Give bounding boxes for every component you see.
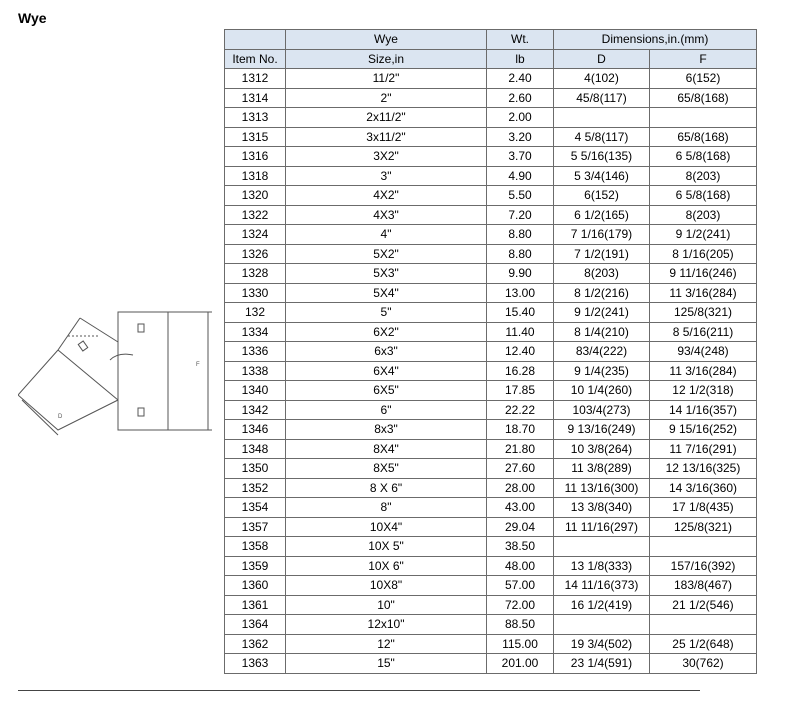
dim-d-cell: 8 1/4(210) bbox=[554, 322, 650, 342]
dim-f-cell: 30(762) bbox=[650, 654, 757, 674]
size-cell: 3x11/2" bbox=[286, 127, 487, 147]
size-cell: 10" bbox=[286, 595, 487, 615]
dim-f-cell bbox=[650, 537, 757, 557]
table-row bbox=[225, 517, 757, 537]
dim-f-cell: 93/4(248) bbox=[650, 342, 757, 362]
item-no-cell: 1314 bbox=[225, 88, 286, 108]
item-no-cell: 1357 bbox=[225, 517, 286, 537]
weight-cell: 57.00 bbox=[487, 576, 554, 596]
weight-cell: 72.00 bbox=[487, 595, 554, 615]
item-no-cell: 1359 bbox=[225, 556, 286, 576]
dim-f-cell: 11 3/16(284) bbox=[650, 361, 757, 381]
table-row bbox=[225, 283, 757, 303]
table-row bbox=[225, 264, 757, 284]
table-row bbox=[225, 478, 757, 498]
table-row bbox=[225, 498, 757, 518]
dim-d-cell: 83/4(222) bbox=[554, 342, 650, 362]
weight-cell: 16.28 bbox=[487, 361, 554, 381]
dim-d-cell: 9 1/2(241) bbox=[554, 303, 650, 323]
table-row bbox=[225, 322, 757, 342]
size-cell: 2" bbox=[286, 88, 487, 108]
table-header-row-bottom bbox=[225, 49, 757, 69]
weight-cell: 29.04 bbox=[487, 517, 554, 537]
header-lb: lb bbox=[487, 49, 554, 69]
header-d: D bbox=[554, 49, 650, 69]
weight-cell: 7.20 bbox=[487, 205, 554, 225]
item-no-cell: 1315 bbox=[225, 127, 286, 147]
size-cell: 4X3" bbox=[286, 205, 487, 225]
dim-f-cell: 12 13/16(325) bbox=[650, 459, 757, 479]
dim-d-cell: 13 1/8(333) bbox=[554, 556, 650, 576]
dimension-d-line bbox=[22, 400, 58, 435]
hub-band-top bbox=[138, 324, 144, 332]
table-row bbox=[225, 69, 757, 89]
item-no-cell: 1316 bbox=[225, 147, 286, 167]
dim-f-cell bbox=[650, 615, 757, 635]
dim-f-cell: 183/8(467) bbox=[650, 576, 757, 596]
item-no-cell: 1358 bbox=[225, 537, 286, 557]
weight-cell: 2.00 bbox=[487, 108, 554, 128]
item-no-cell: 1354 bbox=[225, 498, 286, 518]
dim-f-cell: 6 5/8(168) bbox=[650, 147, 757, 167]
dim-f-cell: 65/8(168) bbox=[650, 88, 757, 108]
size-cell: 15" bbox=[286, 654, 487, 674]
table-header-row-top bbox=[225, 30, 757, 50]
size-cell: 6X2" bbox=[286, 322, 487, 342]
table-row bbox=[225, 303, 757, 323]
wye-branch-edges bbox=[58, 318, 118, 400]
weight-cell: 8.80 bbox=[487, 225, 554, 245]
item-no-cell: 1328 bbox=[225, 264, 286, 284]
item-no-cell: 1322 bbox=[225, 205, 286, 225]
weight-cell: 3.70 bbox=[487, 147, 554, 167]
dim-f-cell: 11 7/16(291) bbox=[650, 439, 757, 459]
weight-cell: 13.00 bbox=[487, 283, 554, 303]
table-row bbox=[225, 400, 757, 420]
table-row bbox=[225, 166, 757, 186]
dim-d-cell: 11 3/8(289) bbox=[554, 459, 650, 479]
dim-f-cell: 21 1/2(546) bbox=[650, 595, 757, 615]
item-no-cell: 1363 bbox=[225, 654, 286, 674]
table-row bbox=[225, 361, 757, 381]
table-row bbox=[225, 420, 757, 440]
dim-f-cell: 65/8(168) bbox=[650, 127, 757, 147]
size-cell: 5X3" bbox=[286, 264, 487, 284]
size-cell: 10X4" bbox=[286, 517, 487, 537]
weight-cell: 2.40 bbox=[487, 69, 554, 89]
table-row bbox=[225, 127, 757, 147]
table-row bbox=[225, 615, 757, 635]
dim-f-cell: 125/8(321) bbox=[650, 517, 757, 537]
size-cell: 11/2" bbox=[286, 69, 487, 89]
hub-band-bottom bbox=[138, 408, 144, 416]
dim-f-cell: 17 1/8(435) bbox=[650, 498, 757, 518]
table-row bbox=[225, 225, 757, 245]
header-wt: Wt. bbox=[487, 30, 554, 50]
weight-cell: 22.22 bbox=[487, 400, 554, 420]
table-row bbox=[225, 88, 757, 108]
table-row bbox=[225, 108, 757, 128]
dim-d-cell: 5 3/4(146) bbox=[554, 166, 650, 186]
header-item-no: Item No. bbox=[225, 49, 286, 69]
size-cell: 6" bbox=[286, 400, 487, 420]
branch-band bbox=[78, 341, 88, 351]
item-no-cell: 1312 bbox=[225, 69, 286, 89]
table-row bbox=[225, 459, 757, 479]
item-no-cell: 1320 bbox=[225, 186, 286, 206]
dim-d-cell: 14 11/16(373) bbox=[554, 576, 650, 596]
table-row bbox=[225, 556, 757, 576]
dim-d-cell: 19 3/4(502) bbox=[554, 634, 650, 654]
item-no-cell: 1348 bbox=[225, 439, 286, 459]
weight-cell: 21.80 bbox=[487, 439, 554, 459]
wye-main-body bbox=[118, 312, 168, 430]
dim-d-cell: 9 13/16(249) bbox=[554, 420, 650, 440]
dim-d-cell: 11 13/16(300) bbox=[554, 478, 650, 498]
dim-d-cell: 10 1/4(260) bbox=[554, 381, 650, 401]
table-row bbox=[225, 576, 757, 596]
size-cell: 12x10" bbox=[286, 615, 487, 635]
dim-f-cell bbox=[650, 108, 757, 128]
dim-d-cell: 103/4(273) bbox=[554, 400, 650, 420]
weight-cell: 12.40 bbox=[487, 342, 554, 362]
dim-d-cell: 5 5/16(135) bbox=[554, 147, 650, 167]
table-row bbox=[225, 186, 757, 206]
item-no-cell: 1352 bbox=[225, 478, 286, 498]
table-row bbox=[225, 147, 757, 167]
dim-f-cell: 9 11/16(246) bbox=[650, 264, 757, 284]
dim-d-cell: 13 3/8(340) bbox=[554, 498, 650, 518]
header-f: F bbox=[650, 49, 757, 69]
dim-d-cell: 7 1/2(191) bbox=[554, 244, 650, 264]
size-cell: 3X2" bbox=[286, 147, 487, 167]
weight-cell: 5.50 bbox=[487, 186, 554, 206]
dim-d-cell: 23 1/4(591) bbox=[554, 654, 650, 674]
header-wye: Wye bbox=[286, 30, 487, 50]
dim-d-cell: 6 1/2(165) bbox=[554, 205, 650, 225]
size-cell: 5X2" bbox=[286, 244, 487, 264]
header-size: Size,in bbox=[286, 49, 487, 69]
dim-f-cell: 9 1/2(241) bbox=[650, 225, 757, 245]
item-no-cell: 1326 bbox=[225, 244, 286, 264]
dim-d-cell: 10 3/8(264) bbox=[554, 439, 650, 459]
dim-d-cell: 7 1/16(179) bbox=[554, 225, 650, 245]
dim-d-cell: 4 5/8(117) bbox=[554, 127, 650, 147]
item-no-cell: 1361 bbox=[225, 595, 286, 615]
dim-f-cell: 14 1/16(357) bbox=[650, 400, 757, 420]
dim-d-cell: 6(152) bbox=[554, 186, 650, 206]
dim-d-cell: 16 1/2(419) bbox=[554, 595, 650, 615]
wye-left-leg bbox=[18, 350, 118, 430]
table-row bbox=[225, 595, 757, 615]
dim-d-cell: 9 1/4(235) bbox=[554, 361, 650, 381]
table-row bbox=[225, 205, 757, 225]
item-no-cell: 1362 bbox=[225, 634, 286, 654]
item-no-cell: 132 bbox=[225, 303, 286, 323]
footer-divider bbox=[18, 690, 700, 691]
size-cell: 4X2" bbox=[286, 186, 487, 206]
table-row bbox=[225, 537, 757, 557]
dim-f-cell: 125/8(321) bbox=[650, 303, 757, 323]
dim-d-cell bbox=[554, 615, 650, 635]
dim-f-cell: 12 1/2(318) bbox=[650, 381, 757, 401]
weight-cell: 27.60 bbox=[487, 459, 554, 479]
size-cell: 10X 5" bbox=[286, 537, 487, 557]
dim-f-cell: 8(203) bbox=[650, 205, 757, 225]
header-blank-cell bbox=[225, 30, 286, 50]
item-no-cell: 1340 bbox=[225, 381, 286, 401]
weight-cell: 115.00 bbox=[487, 634, 554, 654]
item-no-cell: 1360 bbox=[225, 576, 286, 596]
wye-branch-end-top bbox=[58, 318, 80, 350]
dim-d-cell: 8 1/2(216) bbox=[554, 283, 650, 303]
weight-cell: 2.60 bbox=[487, 88, 554, 108]
table-row bbox=[225, 381, 757, 401]
weight-cell: 4.90 bbox=[487, 166, 554, 186]
item-no-cell: 1364 bbox=[225, 615, 286, 635]
size-cell: 10X8" bbox=[286, 576, 487, 596]
header-dimensions: Dimensions,in.(mm) bbox=[554, 30, 757, 50]
weight-cell: 88.50 bbox=[487, 615, 554, 635]
item-no-cell: 1334 bbox=[225, 322, 286, 342]
dim-f-cell: 25 1/2(648) bbox=[650, 634, 757, 654]
size-cell: 2x11/2" bbox=[286, 108, 487, 128]
weight-cell: 38.50 bbox=[487, 537, 554, 557]
size-cell: 6x3" bbox=[286, 342, 487, 362]
dimension-d-label: D bbox=[58, 414, 63, 420]
wye-fitting-diagram bbox=[18, 300, 218, 450]
weight-cell: 9.90 bbox=[487, 264, 554, 284]
dim-f-cell: 9 15/16(252) bbox=[650, 420, 757, 440]
item-no-cell: 1318 bbox=[225, 166, 286, 186]
weight-cell: 17.85 bbox=[487, 381, 554, 401]
angle-arc bbox=[110, 354, 133, 360]
weight-cell: 43.00 bbox=[487, 498, 554, 518]
dim-f-cell: 8(203) bbox=[650, 166, 757, 186]
size-cell: 10X 6" bbox=[286, 556, 487, 576]
size-cell: 8X5" bbox=[286, 459, 487, 479]
dim-f-cell: 157/16(392) bbox=[650, 556, 757, 576]
table-row bbox=[225, 342, 757, 362]
size-cell: 12" bbox=[286, 634, 487, 654]
dim-f-cell: 6(152) bbox=[650, 69, 757, 89]
dim-f-cell: 8 1/16(205) bbox=[650, 244, 757, 264]
dim-f-cell: 14 3/16(360) bbox=[650, 478, 757, 498]
size-cell: 8 X 6" bbox=[286, 478, 487, 498]
weight-cell: 11.40 bbox=[487, 322, 554, 342]
table-row bbox=[225, 654, 757, 674]
dim-d-cell bbox=[554, 537, 650, 557]
item-no-cell: 1338 bbox=[225, 361, 286, 381]
weight-cell: 18.70 bbox=[487, 420, 554, 440]
page-title: Wye bbox=[18, 10, 47, 26]
dim-f-cell: 8 5/16(211) bbox=[650, 322, 757, 342]
table-row bbox=[225, 439, 757, 459]
weight-cell: 8.80 bbox=[487, 244, 554, 264]
weight-cell: 48.00 bbox=[487, 556, 554, 576]
item-no-cell: 1350 bbox=[225, 459, 286, 479]
item-no-cell: 1342 bbox=[225, 400, 286, 420]
weight-cell: 201.00 bbox=[487, 654, 554, 674]
size-cell: 5X4" bbox=[286, 283, 487, 303]
size-cell: 6X5" bbox=[286, 381, 487, 401]
size-cell: 5" bbox=[286, 303, 487, 323]
dim-d-cell: 45/8(117) bbox=[554, 88, 650, 108]
table-row bbox=[225, 244, 757, 264]
dim-d-cell: 4(102) bbox=[554, 69, 650, 89]
item-no-cell: 1324 bbox=[225, 225, 286, 245]
dim-d-cell: 8(203) bbox=[554, 264, 650, 284]
weight-cell: 3.20 bbox=[487, 127, 554, 147]
dim-d-cell: 11 11/16(297) bbox=[554, 517, 650, 537]
size-cell: 8X4" bbox=[286, 439, 487, 459]
dim-d-cell bbox=[554, 108, 650, 128]
size-cell: 8x3" bbox=[286, 420, 487, 440]
dim-f-cell: 11 3/16(284) bbox=[650, 283, 757, 303]
size-cell: 4" bbox=[286, 225, 487, 245]
table-row bbox=[225, 634, 757, 654]
size-cell: 8" bbox=[286, 498, 487, 518]
weight-cell: 28.00 bbox=[487, 478, 554, 498]
wye-spec-table bbox=[224, 29, 757, 674]
weight-cell: 15.40 bbox=[487, 303, 554, 323]
item-no-cell: 1313 bbox=[225, 108, 286, 128]
item-no-cell: 1346 bbox=[225, 420, 286, 440]
dimension-f-label: F bbox=[196, 362, 200, 368]
size-cell: 6X4" bbox=[286, 361, 487, 381]
item-no-cell: 1330 bbox=[225, 283, 286, 303]
item-no-cell: 1336 bbox=[225, 342, 286, 362]
dim-f-cell: 6 5/8(168) bbox=[650, 186, 757, 206]
size-cell: 3" bbox=[286, 166, 487, 186]
